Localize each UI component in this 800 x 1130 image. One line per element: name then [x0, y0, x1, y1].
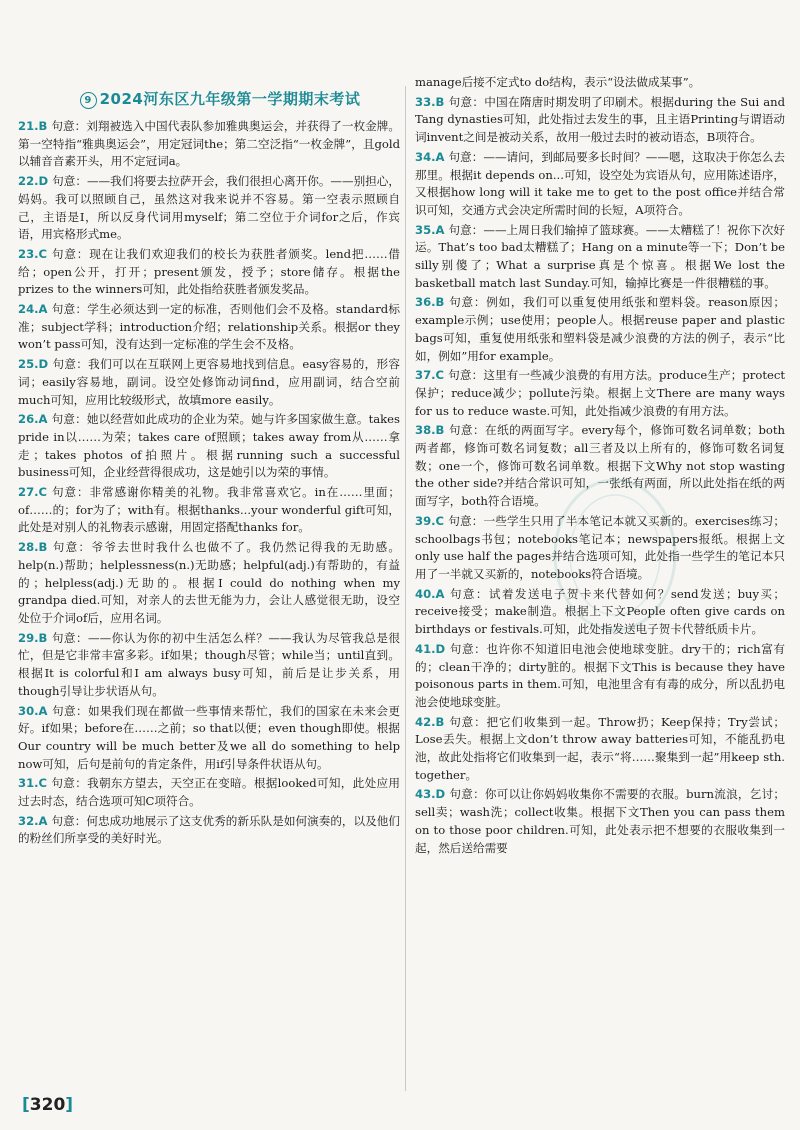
explanation-text: 句意：中国在隋唐时期发明了印刷术。根据during the Sui and Tang dynasties可知，此处指过去发生的事，且主语Printing与谓语动词invent之间是被动关系，故用一般过去时的被动语态，B项符合。 [415, 94, 785, 145]
answer-item [415, 149, 785, 220]
answer-item [18, 411, 400, 482]
explanation-text: 句意：她以经营如此成功的企业为荣。她与许多国家做生意。takes pride in以……为荣；takes care of照顾；takes away from从……拿走；takes photos of拍照片。根据running such a successful business可知，企业经营得很成功，这是她引以为荣的事情。 [18, 412, 400, 480]
explanation-text: 句意：在纸的两面写字。every每个，修饰可数名词单数；both两者都，修饰可数名词复数；all三者及以上所有的，修饰可数名词复数；one一个，修饰可数名词单数。根据下文Why not stop wasting the other side?并结合常识可知，一张纸有两面，所以此处指在纸的两面写字，both符合语境。 [415, 423, 785, 509]
question-number: 38. [415, 423, 436, 438]
question-number: 39. [415, 513, 436, 528]
question-number: 28. [18, 540, 39, 555]
answer-letter: D [38, 174, 49, 189]
answer-letter: A [435, 149, 445, 164]
answer-letter: B [38, 119, 48, 133]
answer-item [18, 703, 400, 774]
answer-item [18, 356, 400, 409]
answer-item [415, 367, 785, 420]
answer-item [415, 786, 785, 857]
answer-item [18, 813, 400, 848]
explanation-text: 句意：这里有一些减少浪费的有用方法。produce生产；protect保护；reduce减少；pollute污染。根据上文There are many ways for us to reduce waste.可知，此处指减少浪费的有用方法。 [415, 368, 785, 418]
page-number-text: 320 [29, 1095, 66, 1115]
explanation-text: 句意：——请问，到邮局要多长时间？——嗯，这取决于你怎么去那里。根据it depends on...可知，设空处为宾语从句，应用陈述语序，又根据how long will it take me to get to the post office并结合常识可知，交通方式会决定所需时间的长短，A项符合。 [415, 149, 785, 217]
answer-letter: A [38, 813, 48, 828]
explanation-text: 句意：把它们收集到一起。Throw扔；Keep保持；Try尝试；Lose丢失。根据上文don’t throw away batteries可知，不能乱扔电池，故此处指将它们收集到一起，表示“将……聚集到一起”用keep sth. together。 [415, 714, 785, 782]
answer-item [415, 222, 785, 293]
question-number: 26. [18, 412, 39, 427]
answer-item [415, 294, 785, 365]
explanation-text: 句意：——我们将要去拉萨开会，我们很担心离开你。——别担心，妈妈。我可以照顾自己，虽然这对我来说并不容易。第一空表示照顾自己，主语是I，所以反身代词用myself；第二空位于介词for之后，作宾语，用宾格形式me。 [18, 174, 400, 242]
question-number: 33. [415, 94, 436, 109]
right-column [415, 74, 785, 859]
answer-letter: B [435, 295, 445, 310]
answer-item [18, 118, 400, 171]
question-number: 37. [415, 368, 436, 383]
question-number: 32. [18, 813, 39, 828]
question-number: 27. [18, 485, 39, 500]
answer-item [18, 173, 400, 244]
question-number: 36. [415, 295, 436, 310]
explanation-text: 句意：学生必须达到一定的标准，否则他们会不及格。standard标准；subject学科；introduction介绍；relationship关系。根据or they won’t pass可知，没有达到一定标准的学生会不及格。 [18, 302, 400, 352]
answer-letter: A [435, 586, 445, 601]
question-number: 23. [18, 246, 39, 261]
explanation-text: 句意：——你认为你的初中生活怎么样？——我认为尽管我总是很忙，但是它非常丰富多彩。if如果；though尽管；while当；until直到。根据It is colorful和I am always busy可知，前后是让步关系，用though引导让步状语从句。 [18, 630, 400, 698]
answer-item [415, 94, 785, 147]
answer-letter: B [435, 94, 445, 109]
answer-item [18, 539, 400, 628]
question-number: 34. [415, 149, 436, 164]
answer-letter: B [435, 714, 445, 729]
question-number: 25. [18, 357, 39, 372]
answer-letter: A [435, 222, 445, 237]
question-number: 29. [18, 630, 39, 645]
question-number: 40. [415, 586, 436, 601]
answer-item [415, 714, 785, 785]
question-number: 24. [18, 302, 39, 317]
left-column [18, 118, 400, 850]
answer-letter: D [435, 787, 446, 802]
answer-letter: A [38, 302, 48, 317]
explanation-text: 句意：刘翔被选入中国代表队参加雅典奥运会，并获得了一枚金牌。第一空特指“雅典奥运会”，用定冠词the；第二空泛指“一枚金牌”，且gold以辅音音素开头，用不定冠词a。 [18, 119, 400, 169]
answer-letter: C [435, 513, 445, 528]
answer-item [18, 246, 400, 299]
explanation-text: 句意：爷爷去世时我什么也做不了。我仍然记得我的无助感。help(n.)帮助；helplessness(n.)无助感；helpful(adj.)有帮助的，有益的；helpless(adj.)无助的。根据I could do nothing when my grandpa died.可知，对亲人的去世无能为力，会让人感觉很无助，设空处位于介词of后，应用名词。 [18, 540, 400, 625]
column-divider [405, 86, 406, 1091]
section-title-text: 2024河东区九年级第一学期期末考试 [99, 90, 361, 108]
explanation-text: 句意：我们可以在互联网上更容易地找到信息。easy容易的，形容词；easily容易地，副词。设空处修饰动词find，应用副词，结合空前much可知，应用比较级形式，故填more easily。 [18, 357, 400, 407]
answer-letter: A [38, 703, 48, 718]
question-number: 22. [18, 174, 39, 189]
answer-item [18, 301, 400, 354]
answer-letter: C [435, 368, 445, 383]
question-number: 41. [415, 641, 436, 656]
explanation-text: 句意：如果我们现在都做一些事情来帮忙，我们的国家在未来会更好。if如果；before在……之前；so that以便；even though即使。根据Our country will be much better及we all do something to help now可知，后句是前句的肯定条件，用if引导条件状语从句。 [18, 703, 400, 771]
answer-item [415, 74, 785, 92]
question-number: 43. [415, 787, 436, 802]
explanation-text: 句意：一些学生只用了半本笔记本就又买新的。exercises练习；schoolbags书包；notebooks笔记本；newspapers报纸。根据上文only use half the pages并结合选项可知，此处指一些学生的笔记本只用了一半就又买新的，notebooks符合语境。 [415, 513, 785, 581]
explanation-text: 句意：——上周日我们输掉了篮球赛。——太糟糕了！祝你下次好运。That’s too bad太糟糕了；Hang on a minute等一下；Don’t be silly别傻了；What a surprise真是个惊喜。根据We lost the basketball match last Sunday.可知，输掉比赛是一件很糟糕的事。 [415, 222, 785, 290]
explanation-text: 句意：现在让我们欢迎我们的校长为获胜者颁奖。lend把……借给；open公开，打开；present颁发，授予；store储存。根据the prizes to the winners可知，此处指给获胜者颁发奖品。 [18, 246, 400, 297]
answer-item [18, 484, 400, 537]
explanation-text: 句意：我朝东方望去，天空正在变暗。根据looked可知，此处应用过去时态，结合选项可知C项符合。 [18, 776, 400, 809]
question-number: 30. [18, 703, 39, 718]
explanation-text: 句意：何忠成功地展示了这支优秀的新乐队是如何演奏的，以及他们的粉丝们所享受的美好时光。 [18, 813, 400, 846]
section-index: 9 [80, 92, 97, 109]
explanation-text: 句意：例如，我们可以重复使用纸张和塑料袋。reason原因；example示例；use使用；people人。根据reuse paper and plastic bags可知，重复使用纸张和塑料袋是减少浪费的方法的例子，表示“比如，例如”用for example。 [415, 295, 785, 363]
question-number: 31. [18, 776, 39, 791]
explanation-text: manage后接不定式to do结构，表示“设法做成某事”。 [415, 75, 701, 89]
question-number: 21. [18, 119, 39, 133]
answer-letter: C [38, 776, 48, 791]
answer-letter: D [435, 641, 446, 656]
answer-letter: B [38, 540, 48, 555]
explanation-text: 句意：你可以让你妈妈收集你不需要的衣服。burn流浪，乞讨；sell卖；wash洗；collect收集。根据下文Then you can pass them on to those poor children.可知，此处表示把不想要的衣服收集到一起，然后送给需要 [415, 787, 785, 855]
answer-item [18, 630, 400, 701]
answer-letter: A [38, 412, 48, 427]
answer-letter: D [38, 357, 49, 372]
answer-letter: B [38, 630, 48, 645]
page-number: [320] [22, 1095, 74, 1115]
question-number: 42. [415, 714, 436, 729]
answer-item [18, 775, 400, 810]
explanation-text: 句意：也许你不知道旧电池会使地球变脏。dry干的；rich富有的；clean干净的；dirty脏的。根据下文This is because they have poisonous parts in them.可知，电池里含有有毒的成分，所以乱扔电池会使地球变脏。 [415, 641, 785, 709]
section-title [60, 88, 380, 109]
answer-item [415, 641, 785, 712]
answer-letter: B [435, 423, 445, 438]
answer-letter: C [38, 485, 48, 500]
explanation-text: 句意：非常感谢你精美的礼物。我非常喜欢它。in在……里面；of……的；for为了；with有。根据thanks...your wonderful gift可知，此处是对别人的礼物表示感谢，用固定搭配thanks for。 [18, 485, 400, 535]
question-number: 35. [415, 222, 436, 237]
watermark-seal [540, 470, 690, 640]
answer-letter: C [38, 246, 48, 261]
explanation-text: 句意：试着发送电子贺卡来代替如何？send发送；buy买；receive接受；make制造。根据上下文People often give cards on birthdays or festivals.可知，此处指发送电子贺卡代替纸质卡片。 [415, 586, 785, 637]
